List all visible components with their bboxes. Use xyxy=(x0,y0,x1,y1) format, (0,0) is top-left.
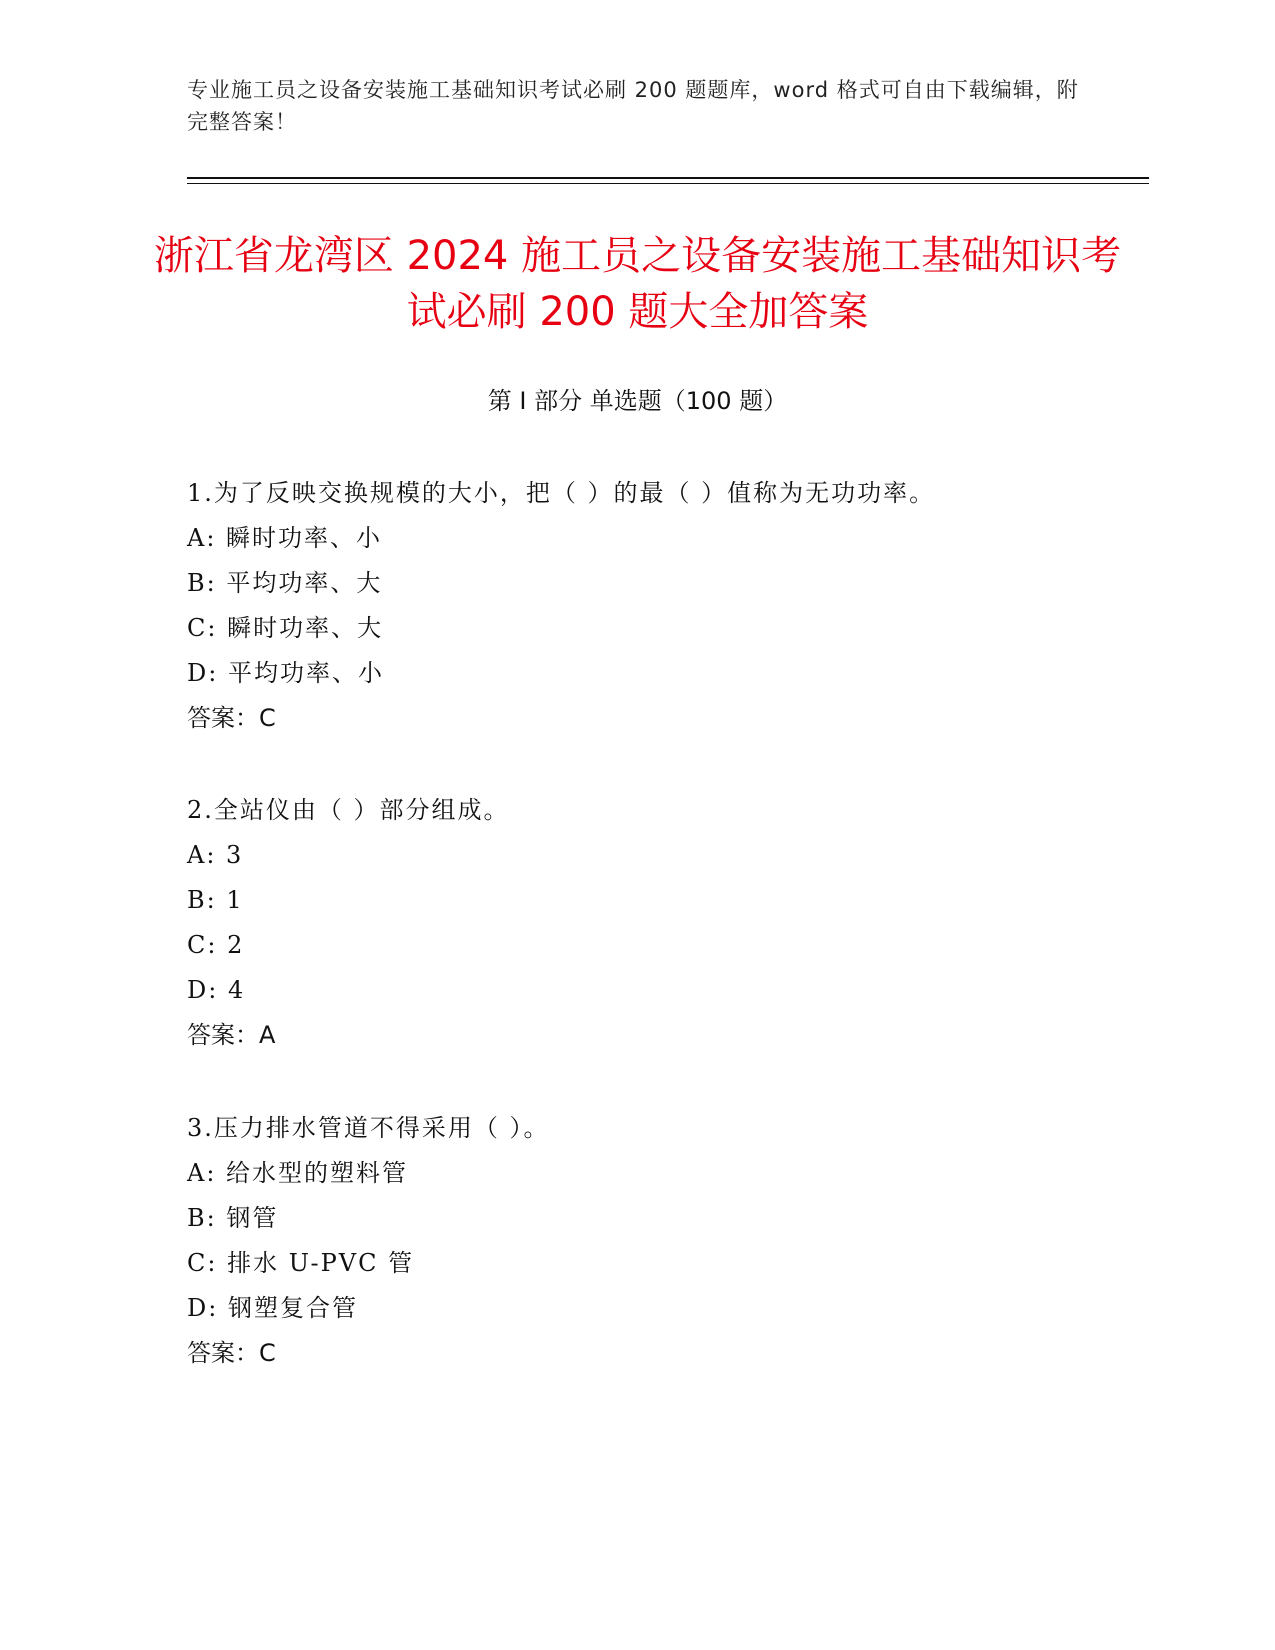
option-d: D: 钢塑复合管 xyxy=(187,1294,358,1322)
question-stem: 2.全站仪由（ ）部分组成。 xyxy=(187,796,510,824)
question-3 xyxy=(187,1106,1127,1376)
option-b: B: 平均功率、大 xyxy=(187,569,383,597)
option-c: C: 瞬时功率、大 xyxy=(187,614,384,642)
header-divider-thin xyxy=(187,183,1149,184)
answer: 答案：C xyxy=(187,1339,276,1367)
document-title: 浙江省龙湾区 2024 施工员之设备安装施工基础知识考试必刷 200 题大全加答案 xyxy=(153,233,1122,335)
answer: 答案：C xyxy=(187,704,276,732)
option-a: A: 给水型的塑料管 xyxy=(187,1159,409,1187)
section-heading: 第 I 部分 单选题（100 题） xyxy=(487,387,788,415)
option-d: D: 4 xyxy=(187,976,246,1004)
header-note: 专业施工员之设备安装施工基础知识考试必刷 200 题题库，word 格式可自由下载编辑，附完整答案！ xyxy=(187,78,1079,134)
option-b: B: 钢管 xyxy=(187,1204,279,1232)
option-d: D: 平均功率、小 xyxy=(187,659,384,687)
answer: 答案：A xyxy=(187,1021,276,1049)
option-a: A: 3 xyxy=(187,841,244,869)
header-divider-thick xyxy=(187,177,1149,179)
question-2 xyxy=(187,788,1127,1058)
option-a: A: 瞬时功率、小 xyxy=(187,524,383,552)
question-1 xyxy=(187,471,1127,741)
option-c: C: 排水 U-PVC 管 xyxy=(187,1249,415,1277)
option-b: B: 1 xyxy=(187,886,244,914)
question-stem: 3.压力排水管道不得采用（ ）。 xyxy=(187,1114,550,1142)
question-stem: 1.为了反映交换规模的大小，把（ ）的最（ ）值称为无功功率。 xyxy=(187,479,936,507)
option-c: C: 2 xyxy=(187,931,245,959)
